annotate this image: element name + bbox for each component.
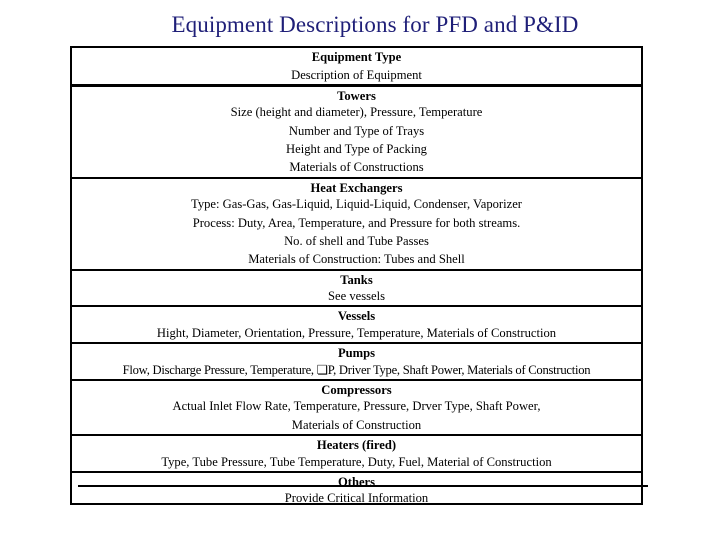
table-header: Equipment Type <box>311 50 402 64</box>
section-towers: Towers <box>72 85 641 103</box>
section-pumps: Pumps <box>72 342 641 360</box>
page-title: Equipment Descriptions for PFD and P&ID <box>171 12 579 37</box>
section-compressors: Compressors <box>72 379 641 397</box>
divider-line <box>78 485 648 487</box>
section-tanks: Tanks <box>72 269 641 287</box>
heat-exchangers-line-2: Process: Duty, Area, Temperature, and Pressure for both streams. <box>192 215 521 230</box>
towers-line-2: Number and Type of Trays <box>288 123 425 138</box>
heat-exchangers-line-4: Materials of Construction: Tubes and Shell <box>248 252 465 267</box>
vessels-line-1: Hight, Diameter, Orientation, Pressure, Temperature, Materials of Construction <box>156 325 557 340</box>
heaters-line-1: Type, Tube Pressure, Tube Temperature, Duty, Fuel, Material of Construction <box>161 454 552 469</box>
pumps-line-1: Flow, Discharge Pressure, Temperature, ❏P, Driver Type, Shaft Power, Materials of Construction <box>122 362 591 377</box>
others-line-1: Provide Critical Information <box>284 491 429 506</box>
compressors-line-1: Actual Inlet Flow Rate, Temperature, Pressure, Drver Type, Shaft Power, <box>172 399 541 414</box>
tanks-line-1: See vessels <box>327 289 385 304</box>
section-others: Others <box>72 471 641 489</box>
compressors-line-2: Materials of Construction <box>291 417 422 432</box>
towers-line-4: Materials of Constructions <box>289 160 424 175</box>
section-vessels: Vessels <box>72 305 641 323</box>
towers-line-3: Height and Type of Packing <box>286 141 427 156</box>
heat-exchangers-line-3: No. of shell and Tube Passes <box>284 233 429 248</box>
heat-exchangers-line-1: Type: Gas-Gas, Gas-Liquid, Liquid-Liquid, Condenser, Vaporizer <box>191 197 522 212</box>
table-subheader: Description of Equipment <box>72 66 641 84</box>
towers-line-1: Size (height and diameter), Pressure, Temperature <box>230 105 483 120</box>
equipment-table <box>70 46 643 505</box>
section-heaters: Heaters (fired) <box>72 434 641 452</box>
section-heat-exchangers: Heat Exchangers <box>72 177 641 195</box>
